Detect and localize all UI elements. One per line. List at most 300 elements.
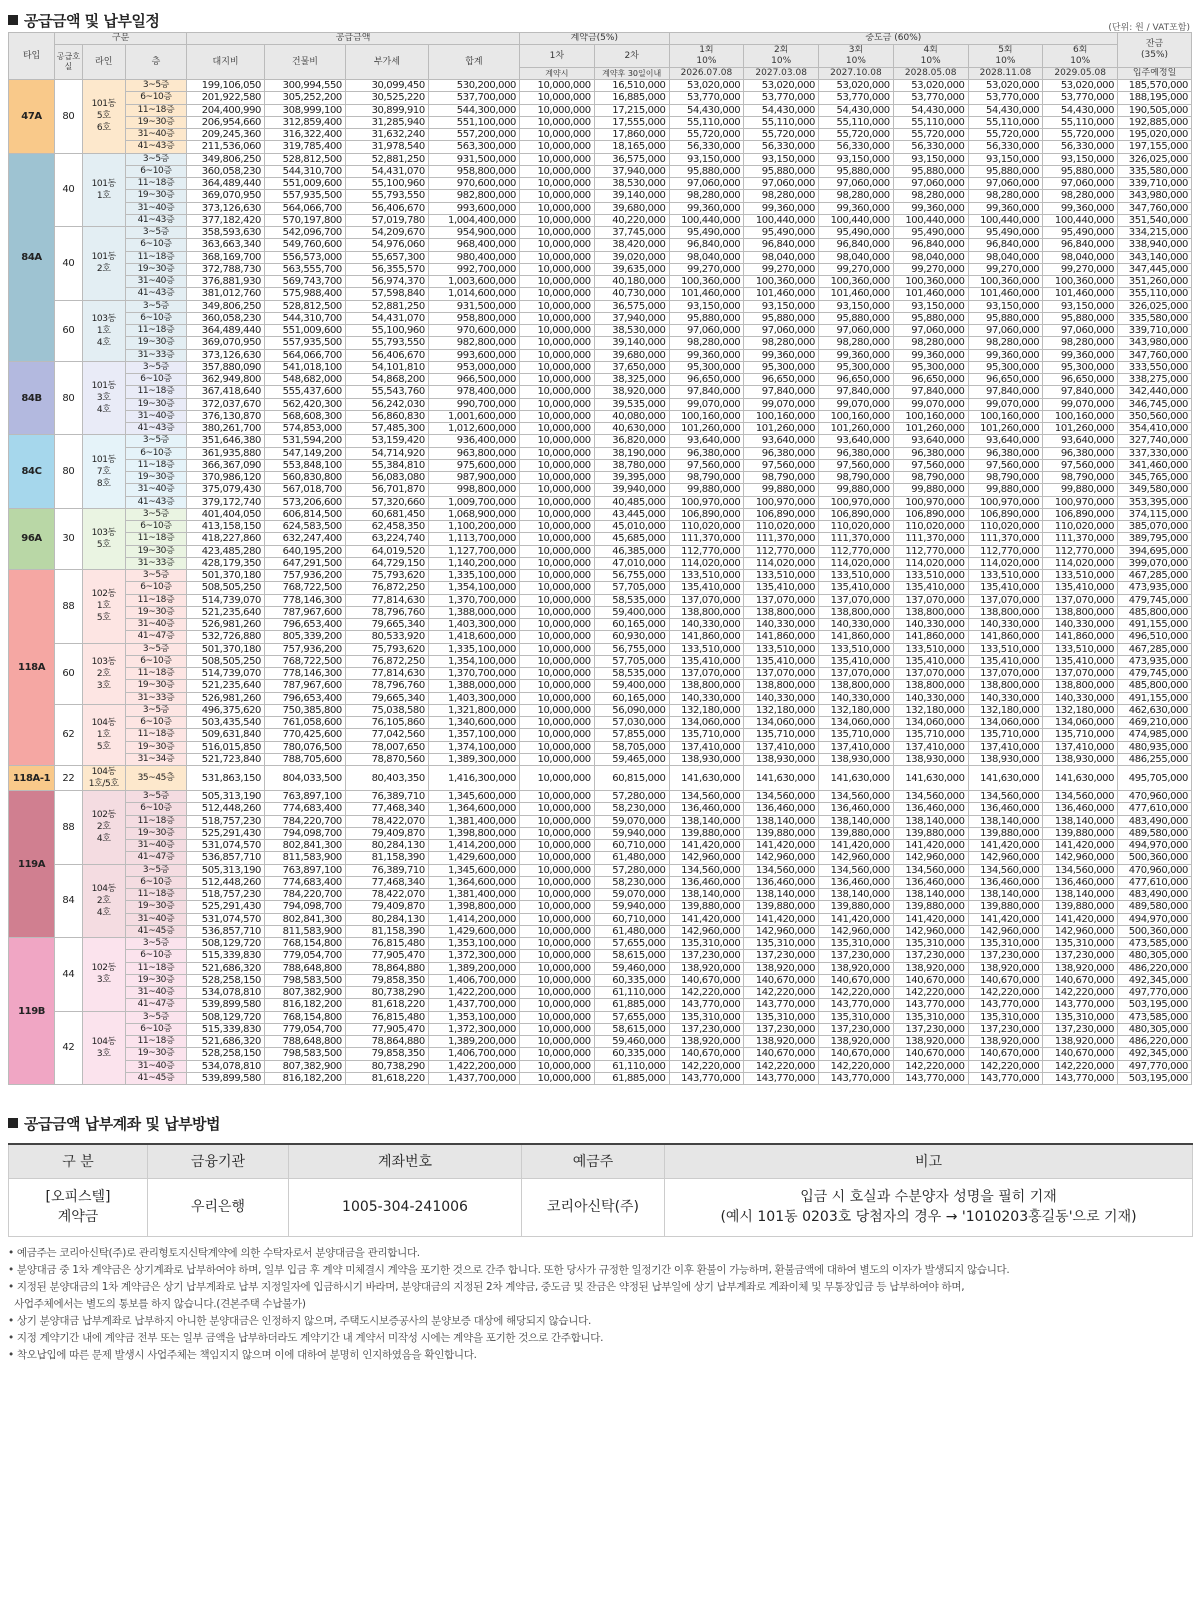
middle-payment-cell: 53,770,000 <box>669 92 744 104</box>
middle-payment-cell: 96,840,000 <box>1043 239 1118 251</box>
middle-payment-cell: 98,790,000 <box>893 472 968 484</box>
building-cell: 555,437,600 <box>265 386 346 398</box>
dep2-cell: 40,485,000 <box>594 496 669 508</box>
dep1-cell: 10,000,000 <box>520 349 595 361</box>
dep1-cell: 10,000,000 <box>520 312 595 324</box>
middle-payment-cell: 55,110,000 <box>968 116 1043 128</box>
land-cell: 363,663,340 <box>187 239 265 251</box>
dep2-cell: 43,445,000 <box>594 508 669 520</box>
vat-cell: 76,105,860 <box>345 717 428 729</box>
table-row <box>9 987 1192 999</box>
line-cell: 101동 2호 <box>82 227 125 301</box>
price-section-heading <box>8 8 1192 32</box>
total-cell: 557,200,000 <box>428 129 519 141</box>
ho-count-cell: 40 <box>55 227 83 301</box>
dep1-cell: 10,000,000 <box>520 165 595 177</box>
ho-count-cell: 40 <box>55 153 83 227</box>
table-row <box>9 337 1192 349</box>
table-row <box>9 741 1192 753</box>
middle-payment-cell: 138,930,000 <box>744 753 819 765</box>
middle-payment-cell: 100,360,000 <box>819 276 894 288</box>
land-cell: 518,757,230 <box>187 889 265 901</box>
land-cell: 372,788,730 <box>187 263 265 275</box>
balance-cell: 333,550,000 <box>1118 361 1192 373</box>
middle-payment-cell: 134,560,000 <box>968 864 1043 876</box>
middle-payment-cell: 134,560,000 <box>893 864 968 876</box>
table-row <box>9 508 1192 520</box>
dep1-cell: 10,000,000 <box>520 938 595 950</box>
middle-payment-cell: 101,260,000 <box>893 423 968 435</box>
vat-cell: 77,814,630 <box>345 668 428 680</box>
middle-payment-cell: 135,410,000 <box>968 655 1043 667</box>
middle-payment-cell: 137,230,000 <box>744 1023 819 1035</box>
floor-cell: 19~30층 <box>125 741 186 753</box>
middle-payment-cell: 110,020,000 <box>893 521 968 533</box>
vat-cell: 80,533,920 <box>345 631 428 643</box>
floor-cell: 11~18층 <box>125 889 186 901</box>
middle-payment-cell: 135,410,000 <box>669 582 744 594</box>
building-cell: 778,146,300 <box>265 668 346 680</box>
middle-payment-cell: 138,140,000 <box>893 889 968 901</box>
dep1-cell: 10,000,000 <box>520 570 595 582</box>
middle-payment-cell: 111,370,000 <box>968 533 1043 545</box>
middle-payment-cell: 100,360,000 <box>893 276 968 288</box>
land-cell: 428,179,350 <box>187 557 265 569</box>
dep2-cell: 56,090,000 <box>594 704 669 716</box>
balance-cell: 486,220,000 <box>1118 1036 1192 1048</box>
middle-payment-cell: 99,360,000 <box>893 202 968 214</box>
middle-payment-cell: 137,410,000 <box>819 741 894 753</box>
middle-payment-cell: 136,460,000 <box>744 803 819 815</box>
building-cell: 547,149,200 <box>265 447 346 459</box>
balance-cell: 327,740,000 <box>1118 435 1192 447</box>
table-row <box>9 251 1192 263</box>
balance-cell: 470,960,000 <box>1118 864 1192 876</box>
land-cell: 525,291,430 <box>187 901 265 913</box>
building-cell: 798,583,500 <box>265 1048 346 1060</box>
total-cell: 1,014,600,000 <box>428 288 519 300</box>
floor-cell: 19~30층 <box>125 472 186 484</box>
dep2-cell: 39,635,000 <box>594 263 669 275</box>
middle-payment-cell: 98,790,000 <box>1043 472 1118 484</box>
ho-count-cell: 84 <box>55 864 83 938</box>
middle-payment-cell: 135,310,000 <box>893 1011 968 1023</box>
th-group: 구분 <box>55 33 187 45</box>
building-cell: 606,814,500 <box>265 508 346 520</box>
note-item: • 상기 분양대금 납부계좌로 납부하지 아니한 분양대금은 인정하지 않으며, 주택도시보증공사의 분양보증 대상에 해당되지 않습니다. <box>8 1314 591 1327</box>
balance-cell: 345,765,000 <box>1118 472 1192 484</box>
balance-cell: 385,070,000 <box>1118 521 1192 533</box>
middle-payment-cell: 138,800,000 <box>819 680 894 692</box>
vat-cell: 56,974,370 <box>345 276 428 288</box>
dep1-cell: 10,000,000 <box>520 741 595 753</box>
dep1-cell: 10,000,000 <box>520 410 595 422</box>
middle-payment-cell: 138,930,000 <box>819 753 894 765</box>
middle-payment-cell: 141,420,000 <box>893 840 968 852</box>
building-cell: 757,936,200 <box>265 570 346 582</box>
table-row <box>9 484 1192 496</box>
building-cell: 564,066,700 <box>265 202 346 214</box>
acct-th-holder: 예금주 <box>522 1144 665 1178</box>
land-cell: 201,922,580 <box>187 92 265 104</box>
dep1-cell: 10,000,000 <box>520 704 595 716</box>
balance-cell: 480,305,000 <box>1118 1023 1192 1035</box>
dep2-cell: 57,280,000 <box>594 864 669 876</box>
middle-payment-cell: 95,490,000 <box>819 227 894 239</box>
floor-cell: 6~10층 <box>125 950 186 962</box>
middle-payment-cell: 142,960,000 <box>968 925 1043 937</box>
floor-cell: 3~5층 <box>125 938 186 950</box>
middle-payment-cell: 135,310,000 <box>744 938 819 950</box>
dep2-cell: 58,615,000 <box>594 1023 669 1035</box>
dep1-cell: 10,000,000 <box>520 913 595 925</box>
middle-payment-cell: 137,230,000 <box>819 950 894 962</box>
middle-payment-cell: 99,880,000 <box>893 484 968 496</box>
land-cell: 508,505,250 <box>187 655 265 667</box>
total-cell: 1,353,100,000 <box>428 1011 519 1023</box>
dep1-cell: 10,000,000 <box>520 214 595 226</box>
middle-payment-cell: 95,880,000 <box>669 312 744 324</box>
middle-payment-cell: 141,860,000 <box>744 631 819 643</box>
middle-payment-cell: 99,270,000 <box>893 263 968 275</box>
middle-payment-cell: 54,430,000 <box>968 104 1043 116</box>
th-middle: 중도금 (60%) <box>669 33 1118 45</box>
total-cell: 1,418,600,000 <box>428 631 519 643</box>
table-row <box>9 938 1192 950</box>
account-row <box>9 1178 1193 1236</box>
th-m1: 1회 10% <box>669 45 744 68</box>
dep1-cell: 10,000,000 <box>520 386 595 398</box>
middle-payment-cell: 97,560,000 <box>744 459 819 471</box>
dep2-cell: 58,705,000 <box>594 741 669 753</box>
building-cell: 796,653,400 <box>265 619 346 631</box>
total-cell: 968,400,000 <box>428 239 519 251</box>
floor-cell: 19~30층 <box>125 398 186 410</box>
land-cell: 512,448,260 <box>187 876 265 888</box>
middle-payment-cell: 96,650,000 <box>968 374 1043 386</box>
table-row <box>9 643 1192 655</box>
middle-payment-cell: 97,060,000 <box>669 178 744 190</box>
middle-payment-cell: 137,070,000 <box>744 594 819 606</box>
building-cell: 750,385,800 <box>265 704 346 716</box>
th-deposit: 계약금(5%) <box>520 33 670 45</box>
building-cell: 564,066,700 <box>265 349 346 361</box>
middle-payment-cell: 98,040,000 <box>744 251 819 263</box>
middle-payment-cell: 135,310,000 <box>819 1011 894 1023</box>
dep1-cell: 10,000,000 <box>520 557 595 569</box>
middle-payment-cell: 137,070,000 <box>893 668 968 680</box>
middle-payment-cell: 97,060,000 <box>744 178 819 190</box>
balance-cell: 334,215,000 <box>1118 227 1192 239</box>
vat-cell: 54,101,810 <box>345 361 428 373</box>
middle-payment-cell: 133,510,000 <box>968 570 1043 582</box>
middle-payment-cell: 55,720,000 <box>893 129 968 141</box>
dep2-cell: 59,940,000 <box>594 901 669 913</box>
middle-payment-cell: 133,510,000 <box>893 643 968 655</box>
th-m6: 6회 10% <box>1043 45 1118 68</box>
middle-payment-cell: 93,150,000 <box>744 153 819 165</box>
dep2-cell: 40,180,000 <box>594 276 669 288</box>
floor-cell: 31~40층 <box>125 129 186 141</box>
dep2-cell: 17,860,000 <box>594 129 669 141</box>
middle-payment-cell: 111,370,000 <box>893 533 968 545</box>
th-m4-date: 2028.05.08 <box>893 68 968 80</box>
price-table <box>8 32 1192 1085</box>
table-row <box>9 533 1192 545</box>
middle-payment-cell: 139,880,000 <box>819 827 894 839</box>
middle-payment-cell: 99,880,000 <box>968 484 1043 496</box>
land-cell: 496,375,620 <box>187 704 265 716</box>
middle-payment-cell: 97,840,000 <box>819 386 894 398</box>
vat-cell: 78,864,880 <box>345 1036 428 1048</box>
floor-cell: 6~10층 <box>125 582 186 594</box>
line-cell: 103동 1호 4호 <box>82 300 125 361</box>
land-cell: 508,129,720 <box>187 938 265 950</box>
middle-payment-cell: 97,060,000 <box>893 325 968 337</box>
floor-cell: 11~18층 <box>125 251 186 263</box>
floor-cell: 19~30층 <box>125 974 186 986</box>
acct-note: 입금 시 호실과 수분양자 성명을 필히 기재 (예시 101동 0203호 당첨자의 경우 → '1010203홍길동'으로 기재) <box>665 1178 1193 1236</box>
vat-cell: 52,881,250 <box>345 153 428 165</box>
total-cell: 1,113,700,000 <box>428 533 519 545</box>
middle-payment-cell: 98,280,000 <box>819 190 894 202</box>
table-row <box>9 815 1192 827</box>
floor-cell: 11~18층 <box>125 729 186 741</box>
building-cell: 779,054,700 <box>265 1023 346 1035</box>
dep1-cell: 10,000,000 <box>520 288 595 300</box>
middle-payment-cell: 141,860,000 <box>819 631 894 643</box>
middle-payment-cell: 96,650,000 <box>819 374 894 386</box>
land-cell: 373,126,630 <box>187 202 265 214</box>
land-cell: 401,404,050 <box>187 508 265 520</box>
middle-payment-cell: 143,770,000 <box>744 1072 819 1084</box>
land-cell: 531,074,570 <box>187 840 265 852</box>
dep1-cell: 10,000,000 <box>520 435 595 447</box>
dep2-cell: 46,385,000 <box>594 545 669 557</box>
floor-cell: 19~30층 <box>125 190 186 202</box>
total-cell: 563,300,000 <box>428 141 519 153</box>
line-cell: 102동 3호 <box>82 938 125 1012</box>
vat-cell: 79,858,350 <box>345 974 428 986</box>
dep2-cell: 60,335,000 <box>594 1048 669 1060</box>
vat-cell: 56,860,830 <box>345 410 428 422</box>
dep1-cell: 10,000,000 <box>520 92 595 104</box>
balance-cell: 473,585,000 <box>1118 938 1192 950</box>
table-row <box>9 239 1192 251</box>
dep1-cell: 10,000,000 <box>520 1072 595 1084</box>
note-item: • 지정된 분양대금의 1차 계약금은 상기 납부계좌로 납부 지정일자에 입금하시기 바라며, 분양대금의 지정된 2차 계약금, 중도금 및 잔금은 약정된 납부일에 상기 납부계좌로 계좌이체 및 무통장입금 등 납부하여야 하며, <box>8 1280 965 1293</box>
ho-count-cell: 22 <box>55 766 83 791</box>
land-cell: 366,367,090 <box>187 459 265 471</box>
balance-cell: 354,410,000 <box>1118 423 1192 435</box>
building-cell: 761,058,600 <box>265 717 346 729</box>
middle-payment-cell: 98,280,000 <box>1043 190 1118 202</box>
balance-cell: 491,155,000 <box>1118 619 1192 631</box>
middle-payment-cell: 138,140,000 <box>1043 889 1118 901</box>
middle-payment-cell: 136,460,000 <box>744 876 819 888</box>
dep1-cell: 10,000,000 <box>520 447 595 459</box>
dep2-cell: 60,165,000 <box>594 619 669 631</box>
building-cell: 778,146,300 <box>265 594 346 606</box>
table-row <box>9 447 1192 459</box>
middle-payment-cell: 139,880,000 <box>669 827 744 839</box>
ho-count-cell: 44 <box>55 938 83 1012</box>
middle-payment-cell: 97,840,000 <box>1043 386 1118 398</box>
middle-payment-cell: 142,960,000 <box>669 925 744 937</box>
total-cell: 1,422,200,000 <box>428 1060 519 1072</box>
balance-cell: 338,940,000 <box>1118 239 1192 251</box>
building-cell: 542,096,700 <box>265 227 346 239</box>
dep2-cell: 57,705,000 <box>594 655 669 667</box>
building-cell: 787,967,600 <box>265 606 346 618</box>
dep1-cell: 10,000,000 <box>520 374 595 386</box>
floor-cell: 11~18층 <box>125 668 186 680</box>
middle-payment-cell: 135,710,000 <box>819 729 894 741</box>
dep1-cell: 10,000,000 <box>520 925 595 937</box>
vat-cell: 55,384,810 <box>345 459 428 471</box>
floor-cell: 3~5층 <box>125 1011 186 1023</box>
building-cell: 770,425,600 <box>265 729 346 741</box>
total-cell: 1,004,400,000 <box>428 214 519 226</box>
total-cell: 1,335,100,000 <box>428 570 519 582</box>
table-row <box>9 901 1192 913</box>
note-item: • 분양대금 중 1차 계약금은 상기계좌로 납부하여야 하며, 일부 입금 후 계약 미체결시 계약을 포기한 것으로 간주 합니다. 또한 당사가 규정한 일정기간 이후 환불이 가능하며, 환불금액에 대하여 별도의 이자가 발생되지 않습니다. <box>8 1263 1010 1276</box>
middle-payment-cell: 96,650,000 <box>1043 374 1118 386</box>
middle-payment-cell: 99,360,000 <box>968 349 1043 361</box>
middle-payment-cell: 54,430,000 <box>669 104 744 116</box>
dep1-cell: 10,000,000 <box>520 791 595 803</box>
middle-payment-cell: 137,410,000 <box>669 741 744 753</box>
middle-payment-cell: 97,060,000 <box>1043 178 1118 190</box>
dep1-cell: 10,000,000 <box>520 901 595 913</box>
acct-th-category: 구 분 <box>9 1144 148 1178</box>
vat-cell: 76,815,480 <box>345 938 428 950</box>
table-row <box>9 791 1192 803</box>
building-cell: 816,182,200 <box>265 1072 346 1084</box>
th-m1-date: 2026.07.08 <box>669 68 744 80</box>
middle-payment-cell: 96,650,000 <box>744 374 819 386</box>
middle-payment-cell: 56,330,000 <box>669 141 744 153</box>
land-cell: 380,261,700 <box>187 423 265 435</box>
total-cell: 537,700,000 <box>428 92 519 104</box>
land-cell: 358,593,630 <box>187 227 265 239</box>
table-row <box>9 692 1192 704</box>
land-cell: 349,806,250 <box>187 153 265 165</box>
table-row <box>9 582 1192 594</box>
middle-payment-cell: 53,020,000 <box>968 80 1043 92</box>
floor-cell: 6~10층 <box>125 521 186 533</box>
vat-cell: 76,389,710 <box>345 791 428 803</box>
building-cell: 300,994,550 <box>265 80 346 92</box>
middle-payment-cell: 133,510,000 <box>669 570 744 582</box>
building-cell: 779,054,700 <box>265 950 346 962</box>
balance-cell: 192,885,000 <box>1118 116 1192 128</box>
dep1-cell: 10,000,000 <box>520 508 595 520</box>
table-row <box>9 459 1192 471</box>
floor-cell: 31~40층 <box>125 1060 186 1072</box>
floor-cell: 3~5층 <box>125 508 186 520</box>
vat-cell: 30,899,910 <box>345 104 428 116</box>
middle-payment-cell: 98,040,000 <box>893 251 968 263</box>
floor-cell: 31~40층 <box>125 987 186 999</box>
th-line: 라인 <box>82 45 125 80</box>
balance-cell: 349,580,000 <box>1118 484 1192 496</box>
table-row <box>9 619 1192 631</box>
middle-payment-cell: 137,070,000 <box>1043 668 1118 680</box>
middle-payment-cell: 139,880,000 <box>893 901 968 913</box>
th-dep2: 2차 <box>594 45 669 68</box>
dep2-cell: 38,325,000 <box>594 374 669 386</box>
middle-payment-cell: 137,230,000 <box>1043 950 1118 962</box>
building-cell: 640,195,200 <box>265 545 346 557</box>
middle-payment-cell: 132,180,000 <box>669 704 744 716</box>
middle-payment-cell: 138,920,000 <box>968 1036 1043 1048</box>
middle-payment-cell: 97,060,000 <box>669 325 744 337</box>
floor-cell: 19~30층 <box>125 263 186 275</box>
middle-payment-cell: 136,460,000 <box>1043 803 1118 815</box>
ho-count-cell: 80 <box>55 80 83 154</box>
middle-payment-cell: 101,260,000 <box>968 423 1043 435</box>
middle-payment-cell: 95,880,000 <box>669 165 744 177</box>
table-row <box>9 104 1192 116</box>
th-m2: 2회 10% <box>744 45 819 68</box>
balance-cell: 462,630,000 <box>1118 704 1192 716</box>
floor-cell: 11~18층 <box>125 178 186 190</box>
middle-payment-cell: 141,630,000 <box>968 766 1043 791</box>
land-cell: 531,074,570 <box>187 913 265 925</box>
dep2-cell: 17,215,000 <box>594 104 669 116</box>
middle-payment-cell: 134,060,000 <box>669 717 744 729</box>
land-cell: 521,235,640 <box>187 680 265 692</box>
dep1-cell: 10,000,000 <box>520 116 595 128</box>
middle-payment-cell: 100,160,000 <box>893 410 968 422</box>
building-cell: 784,220,700 <box>265 815 346 827</box>
table-row <box>9 852 1192 864</box>
vat-cell: 80,284,130 <box>345 913 428 925</box>
middle-payment-cell: 134,560,000 <box>968 791 1043 803</box>
vat-cell: 79,858,350 <box>345 1048 428 1060</box>
building-cell: 567,018,700 <box>265 484 346 496</box>
middle-payment-cell: 137,410,000 <box>744 741 819 753</box>
building-cell: 568,608,300 <box>265 410 346 422</box>
dep1-cell: 10,000,000 <box>520 337 595 349</box>
land-cell: 516,015,850 <box>187 741 265 753</box>
dep2-cell: 59,400,000 <box>594 606 669 618</box>
middle-payment-cell: 98,040,000 <box>968 251 1043 263</box>
table-row <box>9 435 1192 447</box>
middle-payment-cell: 100,160,000 <box>1043 410 1118 422</box>
middle-payment-cell: 99,070,000 <box>968 398 1043 410</box>
middle-payment-cell: 140,330,000 <box>1043 692 1118 704</box>
balance-cell: 494,970,000 <box>1118 840 1192 852</box>
th-floor: 층 <box>125 45 186 80</box>
middle-payment-cell: 112,770,000 <box>968 545 1043 557</box>
dep1-cell: 10,000,000 <box>520 521 595 533</box>
building-cell: 768,154,800 <box>265 938 346 950</box>
vat-cell: 64,729,150 <box>345 557 428 569</box>
middle-payment-cell: 138,800,000 <box>968 606 1043 618</box>
dep1-cell: 10,000,000 <box>520 1011 595 1023</box>
dep2-cell: 56,755,000 <box>594 570 669 582</box>
table-row <box>9 876 1192 888</box>
middle-payment-cell: 95,490,000 <box>893 227 968 239</box>
type-cell: 84C <box>9 435 55 509</box>
table-row <box>9 913 1192 925</box>
table-row <box>9 312 1192 324</box>
vat-cell: 79,665,340 <box>345 692 428 704</box>
building-cell: 575,988,400 <box>265 288 346 300</box>
vat-cell: 63,224,740 <box>345 533 428 545</box>
